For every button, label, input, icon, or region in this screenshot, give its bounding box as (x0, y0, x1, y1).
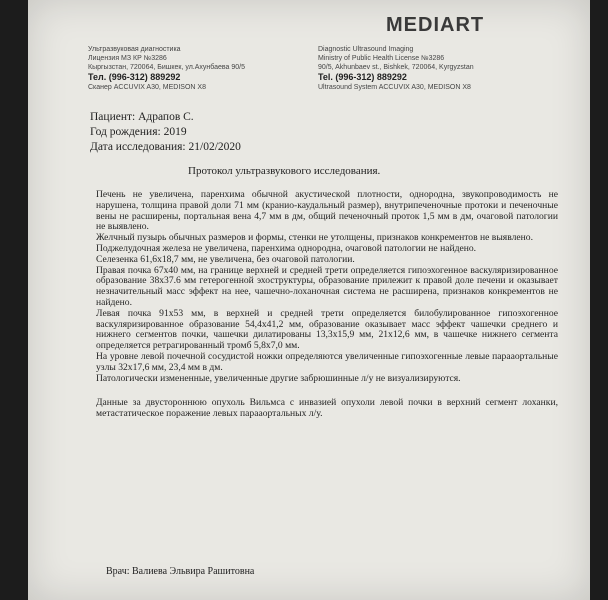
paragraph-gallbladder: Желчный пузырь обычных размеров и формы, стенки не утолщены, признаков конкрементов не выявлено. (96, 232, 533, 244)
patient-name: Пациент: Адрапов С. (90, 111, 194, 123)
header-line: Ультразвуковая диагностика (88, 46, 181, 53)
paragraph-lymph-nodes: На уровне левой почечной сосудистой ножки определяются увеличенные гипоэхогенные левые парааортальные узлы 32х17,6 мм, 23,4 мм в дм. (96, 350, 558, 373)
header-line: 90/5, Akhunbaev st., Bishkek, 720064, Kyrgyzstan (318, 64, 474, 71)
header-line: Ministry of Public Health License №3286 (318, 55, 445, 62)
header-english (318, 45, 558, 92)
paragraph-conclusion: Данные за двустороннюю опухоль Вильмса с инвазией опухоли левой почки в верхний сегмент лоханки, метастатическое поражение левых парааортальных л/у. (96, 397, 558, 420)
paragraph-pancreas: Поджелудочная железа не увеличена, паренхима однородна, очаговой патологии не найдено. (96, 242, 477, 254)
paragraph-left-kidney: Левая почка 91х53 мм, в верхней и средней трети определяется билобулированное гипоэхогенное васкуляризированное образование 54,4х41,2 мм, образование оказывает масс эффект чашечки среднего и нижнего сегментов почки, чашечки дилатированы 13,3х15,9 мм, 21х12,6 мм, в чашечке нижнего сегмента определяется ретрагированный тромб 5,8х7,0 мм. (96, 307, 558, 352)
patient-info (90, 110, 241, 155)
header-line: Ultrasound System ACCUVIX A30, MEDISON X8 (318, 84, 471, 91)
header-line: Лицензия МЗ КР №3286 (88, 55, 167, 62)
header-phone: Tel. (996-312) 889292 (318, 72, 407, 82)
doctor-signature-line: Врач: Валиева Эльвира Рашитовна (106, 566, 255, 577)
mediart-logo: MEDIART (386, 14, 485, 36)
paragraph-spleen: Селезенка 61,6х18,7 мм, не увеличена, без очаговой патологии. (96, 253, 355, 265)
header-phone: Тел. (996-312) 889292 (88, 72, 181, 82)
patient-birth-year: Год рождения: 2019 (90, 126, 187, 138)
paragraph-liver: Печень не увеличена, паренхима обычной акустической плотности, однородна, звукопроводимость не нарушена, толщина правой доли 71 мм (кранио-каудальный размер), внутрипеченочные протоки и печеночные вены не расширены, портальная вена 4,7 мм в дм, общий печеночный проток 1,5 мм в дм, очаговой патологии не выявлено. (96, 189, 558, 233)
protocol-body (96, 182, 558, 420)
exam-date: Дата исследования: 21/02/2020 (90, 141, 241, 153)
header-line: Сканер ACCUVIX A30, MEDISON X8 (88, 84, 206, 91)
header-russian (88, 45, 318, 92)
header-line: Diagnostic Ultrasound Imaging (318, 46, 414, 53)
paragraph-other-nodes: Патологически измененные, увеличенные другие забрюшинные л/у не визуализируются. (96, 372, 461, 384)
document-page (28, 0, 590, 600)
paragraph-right-kidney: Правая почка 67х40 мм, на границе верхней и средней трети определяется гипоэхогенное васкуляризированное образование 38х37.6 мм гетерогенной эхоструктуры, образование прилежит к правой доле печени и оказывает незначительный масс эффект на нее, чашечно-лоханочная система не расширена, признаков конкрементов не найдено. (96, 264, 558, 308)
header-line: Кыргызстан, 720064, Бишкек, ул.Ахунбаева 90/5 (88, 64, 245, 71)
protocol-title: Протокол ультразвукового исследования. (188, 165, 381, 177)
